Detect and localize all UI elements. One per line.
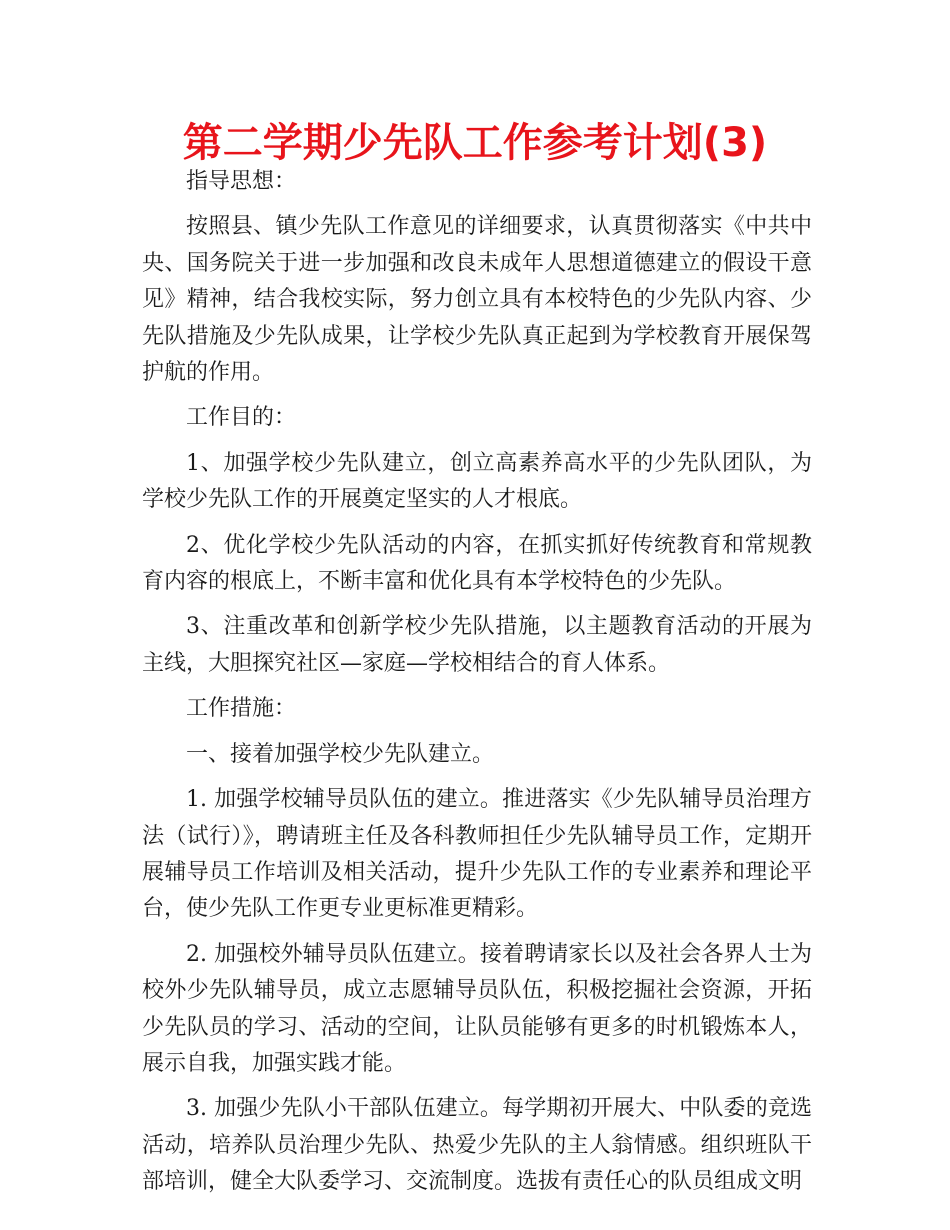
paragraph-goal-1: 1、加强学校少先队建立，创立高素养高水平的少先队团队，为学校少先队工作的开展奠定坚实的人才根底。 bbox=[142, 450, 812, 513]
paragraph-goals-heading: 工作目的： bbox=[186, 405, 297, 431]
document-body bbox=[142, 164, 812, 1201]
paragraph-measure-1: 1. 加强学校辅导员队伍的建立。推进落实《少先队辅导员治理方法（试行）》，聘请班主任及各科教师担任少先队辅导员工作，定期开展辅导员工作培训及相关活动，提升少先队工作的专业素养和理论平台，使少先队工作更专业更标准更精彩。 bbox=[142, 787, 812, 922]
paragraph-measure-section-1: 一、接着加强学校少先队建立。 bbox=[186, 741, 495, 767]
paragraph-measures-heading: 工作措施： bbox=[186, 696, 297, 722]
paragraph-goal-2: 2、优化学校少先队活动的内容，在抓实抓好传统教育和常规教育内容的根底上，不断丰富和优化具有本学校特色的少先队。 bbox=[142, 532, 812, 595]
paragraph-guiding-heading: 指导思想： bbox=[186, 169, 297, 194]
paragraph-goal-3: 3、注重改革和创新学校少先队措施，以主题教育活动的开展为主线，大胆探究社区—家庭—学校相结合的育人体系。 bbox=[142, 614, 812, 676]
document-title: 第二学期少先队工作参考计划(3) bbox=[182, 120, 768, 166]
paragraph-measure-2: 2. 加强校外辅导员队伍建立。接着聘请家长以及社会各界人士为校外少先队辅导员，成立志愿辅导员队伍，积极挖掘社会资源，开拓少先队员的学习、活动的空间，让队员能够有更多的时机锻炼本人，展示自我，加强实践才能。 bbox=[142, 941, 812, 1076]
paragraph-guiding-content: 按照县、镇少先队工作意见的详细要求，认真贯彻落实《中共中央、国务院关于进一步加强和改良未成年人思想道德建立的假设干意见》精神，结合我校实际，努力创立具有本校特色的少先队内容、少先队措施及少先队成果，让学校少先队真正起到为学校教育开展保驾护航的作用。 bbox=[142, 214, 812, 386]
paragraph-measure-3: 3. 加强少先队小干部队伍建立。每学期初开展大、中队委的竞选活动，培养队员治理少先队、热爱少先队的主人翁情感。组织班队干部培训，健全大队委学习、交流制度。选拔有责任心的队员组成文明 bbox=[142, 1096, 812, 1195]
